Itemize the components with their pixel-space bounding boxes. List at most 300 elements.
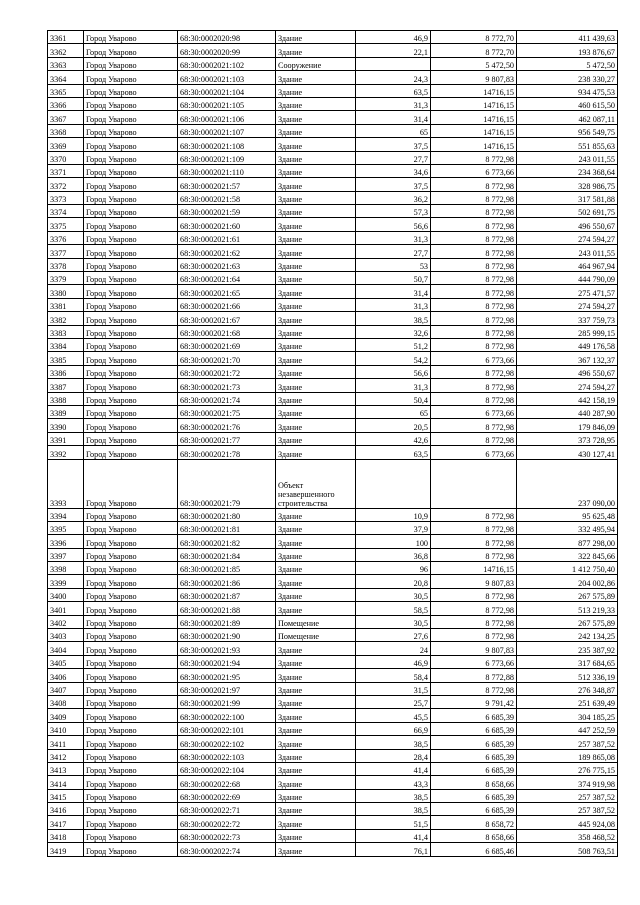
city-cell: Город Уварово [84, 352, 178, 365]
table-row [48, 379, 618, 392]
table-row [48, 325, 618, 338]
city-cell: Город Уварово [84, 151, 178, 164]
cadastral-number-cell: 68:30:0002021:78 [178, 446, 276, 459]
object-type-cell: Здание [276, 446, 356, 459]
row-number-cell: 3401 [48, 602, 84, 615]
total-cost-cell: 237 090,00 [517, 459, 618, 508]
city-cell: Город Уварово [84, 258, 178, 271]
object-type-cell: Здание [276, 508, 356, 521]
city-cell: Город Уварово [84, 84, 178, 97]
total-cost-cell: 267 575,89 [517, 588, 618, 601]
cadastral-number-cell: 68:30:0002021:105 [178, 97, 276, 110]
object-type-cell: Здание [276, 218, 356, 231]
table-row [48, 789, 618, 802]
total-cost-cell: 304 185,25 [517, 709, 618, 722]
area-cell: 30,5 [356, 615, 431, 628]
unit-cost-cell: 14716,15 [431, 97, 517, 110]
table-row [48, 365, 618, 378]
area-cell: 57,3 [356, 205, 431, 218]
object-type-cell: Здание [276, 138, 356, 151]
table-row [48, 722, 618, 735]
row-number-cell: 3407 [48, 682, 84, 695]
area-cell: 34,6 [356, 164, 431, 177]
row-number-cell: 3413 [48, 762, 84, 775]
unit-cost-cell: 8 772,98 [431, 602, 517, 615]
row-number-cell: 3381 [48, 298, 84, 311]
table-row [48, 562, 618, 575]
city-cell: Город Уварово [84, 816, 178, 829]
city-cell: Город Уварово [84, 736, 178, 749]
row-number-cell: 3418 [48, 829, 84, 842]
unit-cost-cell: 8 772,98 [431, 245, 517, 258]
row-number-cell: 3412 [48, 749, 84, 762]
area-cell: 63,5 [356, 84, 431, 97]
total-cost-cell: 193 876,67 [517, 44, 618, 57]
cadastral-number-cell: 68:30:0002021:103 [178, 71, 276, 84]
total-cost-cell: 442 158,19 [517, 392, 618, 405]
object-type-cell: Здание [276, 245, 356, 258]
total-cost-cell: 447 252,59 [517, 722, 618, 735]
unit-cost-cell: 8 772,98 [431, 258, 517, 271]
total-cost-cell: 464 967,94 [517, 258, 618, 271]
city-cell: Город Уварово [84, 205, 178, 218]
cadastral-number-cell: 68:30:0002021:95 [178, 669, 276, 682]
row-number-cell: 3409 [48, 709, 84, 722]
table-row [48, 31, 618, 44]
unit-cost-cell: 14716,15 [431, 111, 517, 124]
area-cell: 56,6 [356, 218, 431, 231]
table-row [48, 602, 618, 615]
object-type-cell: Здание [276, 164, 356, 177]
total-cost-cell: 462 087,11 [517, 111, 618, 124]
object-type-cell: Здание [276, 535, 356, 548]
object-type-cell: Здание [276, 749, 356, 762]
unit-cost-cell: 8 658,66 [431, 776, 517, 789]
table-row [48, 459, 618, 508]
city-cell: Город Уварово [84, 97, 178, 110]
city-cell: Город Уварово [84, 298, 178, 311]
unit-cost-cell: 6 773,66 [431, 446, 517, 459]
object-type-cell: Здание [276, 789, 356, 802]
total-cost-cell: 238 330,27 [517, 71, 618, 84]
object-type-cell: Помещение [276, 629, 356, 642]
total-cost-cell: 276 348,87 [517, 682, 618, 695]
cadastral-number-cell: 68:30:0002021:86 [178, 575, 276, 588]
table-row [48, 695, 618, 708]
cadastral-number-cell: 68:30:0002022:74 [178, 843, 276, 856]
row-number-cell: 3371 [48, 164, 84, 177]
area-cell [356, 459, 431, 508]
area-cell: 46,9 [356, 655, 431, 668]
object-type-cell: Здание [276, 352, 356, 365]
table-row [48, 803, 618, 816]
total-cost-cell: 234 368,64 [517, 164, 618, 177]
area-cell: 27,6 [356, 629, 431, 642]
object-type-cell: Здание [276, 338, 356, 351]
row-number-cell: 3372 [48, 178, 84, 191]
city-cell: Город Уварово [84, 669, 178, 682]
area-cell: 53 [356, 258, 431, 271]
table-row [48, 57, 618, 70]
cadastral-number-cell: 68:30:0002021:87 [178, 588, 276, 601]
row-number-cell: 3362 [48, 44, 84, 57]
city-cell: Город Уварово [84, 111, 178, 124]
area-cell: 100 [356, 535, 431, 548]
cadastral-number-cell: 68:30:0002021:84 [178, 548, 276, 561]
total-cost-cell: 322 845,66 [517, 548, 618, 561]
cadastral-number-cell: 68:30:0002021:58 [178, 191, 276, 204]
table-row [48, 97, 618, 110]
unit-cost-cell: 8 772,98 [431, 392, 517, 405]
cadastral-number-cell: 68:30:0002021:74 [178, 392, 276, 405]
total-cost-cell: 274 594,27 [517, 231, 618, 244]
area-cell: 37,9 [356, 521, 431, 534]
city-cell: Город Уварово [84, 312, 178, 325]
table-row [48, 521, 618, 534]
object-type-cell: Здание [276, 432, 356, 445]
table-row [48, 124, 618, 137]
table-row [48, 548, 618, 561]
table-row [48, 682, 618, 695]
cadastral-number-cell: 68:30:0002020:98 [178, 31, 276, 44]
city-cell: Город Уварово [84, 629, 178, 642]
total-cost-cell: 275 471,57 [517, 285, 618, 298]
table-row [48, 432, 618, 445]
city-cell: Город Уварово [84, 57, 178, 70]
table-row [48, 762, 618, 775]
city-cell: Город Уварово [84, 588, 178, 601]
table-row [48, 669, 618, 682]
area-cell: 25,7 [356, 695, 431, 708]
area-cell: 10,9 [356, 508, 431, 521]
row-number-cell: 3392 [48, 446, 84, 459]
city-cell: Город Уварово [84, 405, 178, 418]
city-cell: Город Уварово [84, 231, 178, 244]
area-cell: 31,4 [356, 111, 431, 124]
object-type-cell: Здание [276, 655, 356, 668]
unit-cost-cell: 8 658,72 [431, 816, 517, 829]
area-cell: 31,3 [356, 231, 431, 244]
unit-cost-cell: 8 772,98 [431, 548, 517, 561]
row-number-cell: 3383 [48, 325, 84, 338]
table-row [48, 298, 618, 311]
table-row [48, 615, 618, 628]
row-number-cell: 3396 [48, 535, 84, 548]
object-type-cell: Здание [276, 325, 356, 338]
cadastral-number-cell: 68:30:0002021:67 [178, 312, 276, 325]
object-type-cell: Здание [276, 365, 356, 378]
total-cost-cell: 367 132,37 [517, 352, 618, 365]
row-number-cell: 3379 [48, 272, 84, 285]
unit-cost-cell: 6 773,66 [431, 352, 517, 365]
object-type-cell: Здание [276, 231, 356, 244]
table-row [48, 736, 618, 749]
row-number-cell: 3395 [48, 521, 84, 534]
cadastral-number-cell: 68:30:0002021:80 [178, 508, 276, 521]
city-cell: Город Уварово [84, 392, 178, 405]
city-cell: Город Уварово [84, 191, 178, 204]
city-cell: Город Уварово [84, 602, 178, 615]
cadastral-number-cell: 68:30:0002022:71 [178, 803, 276, 816]
unit-cost-cell: 8 772,98 [431, 432, 517, 445]
total-cost-cell: 513 219,33 [517, 602, 618, 615]
area-cell: 46,9 [356, 31, 431, 44]
city-cell: Город Уварово [84, 562, 178, 575]
cadastral-number-cell: 68:30:0002021:72 [178, 365, 276, 378]
table-row [48, 205, 618, 218]
object-type-cell: Помещение [276, 615, 356, 628]
total-cost-cell: 267 575,89 [517, 615, 618, 628]
object-type-cell: Здание [276, 71, 356, 84]
object-type-cell: Здание [276, 419, 356, 432]
area-cell: 38,5 [356, 803, 431, 816]
total-cost-cell: 373 728,95 [517, 432, 618, 445]
cadastral-number-cell: 68:30:0002021:64 [178, 272, 276, 285]
unit-cost-cell: 8 658,66 [431, 829, 517, 842]
unit-cost-cell: 14716,15 [431, 84, 517, 97]
area-cell: 31,3 [356, 298, 431, 311]
unit-cost-cell: 14716,15 [431, 138, 517, 151]
unit-cost-cell: 8 772,98 [431, 151, 517, 164]
table-row [48, 816, 618, 829]
cadastral-number-cell: 68:30:0002021:110 [178, 164, 276, 177]
total-cost-cell: 449 176,58 [517, 338, 618, 351]
unit-cost-cell: 6 685,46 [431, 843, 517, 856]
total-cost-cell: 496 550,67 [517, 218, 618, 231]
object-type-cell: Здание [276, 803, 356, 816]
row-number-cell: 3387 [48, 379, 84, 392]
cadastral-number-cell: 68:30:0002021:104 [178, 84, 276, 97]
row-number-cell: 3377 [48, 245, 84, 258]
cadastral-number-cell: 68:30:0002022:68 [178, 776, 276, 789]
total-cost-cell: 512 336,19 [517, 669, 618, 682]
cadastral-number-cell: 68:30:0002021:107 [178, 124, 276, 137]
unit-cost-cell: 8 772,98 [431, 588, 517, 601]
unit-cost-cell: 8 772,98 [431, 191, 517, 204]
unit-cost-cell: 8 772,98 [431, 629, 517, 642]
area-cell: 50,7 [356, 272, 431, 285]
city-cell: Город Уварово [84, 843, 178, 856]
row-number-cell: 3388 [48, 392, 84, 405]
area-cell: 38,5 [356, 312, 431, 325]
city-cell: Город Уварово [84, 124, 178, 137]
object-type-cell: Сооружение [276, 57, 356, 70]
table-row [48, 642, 618, 655]
cadastral-number-cell: 68:30:0002020:99 [178, 44, 276, 57]
table-row [48, 245, 618, 258]
table-row [48, 829, 618, 842]
area-cell: 96 [356, 562, 431, 575]
total-cost-cell: 5 472,50 [517, 57, 618, 70]
cadastral-number-cell: 68:30:0002021:88 [178, 602, 276, 615]
area-cell: 31,3 [356, 379, 431, 392]
row-number-cell: 3365 [48, 84, 84, 97]
object-type-cell: Здание [276, 258, 356, 271]
unit-cost-cell: 6 685,39 [431, 736, 517, 749]
table-row [48, 231, 618, 244]
cadastral-number-cell: 68:30:0002022:100 [178, 709, 276, 722]
area-cell: 31,3 [356, 97, 431, 110]
table-row [48, 44, 618, 57]
unit-cost-cell: 6 773,66 [431, 655, 517, 668]
object-type-cell: Здание [276, 682, 356, 695]
cadastral-number-cell: 68:30:0002021:73 [178, 379, 276, 392]
total-cost-cell: 934 475,53 [517, 84, 618, 97]
city-cell: Город Уварово [84, 138, 178, 151]
unit-cost-cell: 6 685,39 [431, 722, 517, 735]
cadastral-number-cell: 68:30:0002021:63 [178, 258, 276, 271]
cadastral-number-cell: 68:30:0002021:97 [178, 682, 276, 695]
unit-cost-cell: 8 772,98 [431, 231, 517, 244]
object-type-cell: Здание [276, 762, 356, 775]
city-cell: Город Уварово [84, 655, 178, 668]
total-cost-cell: 440 287,90 [517, 405, 618, 418]
cadastral-number-cell: 68:30:0002021:69 [178, 338, 276, 351]
table-row [48, 71, 618, 84]
city-cell: Город Уварово [84, 789, 178, 802]
object-type-cell: Здание [276, 736, 356, 749]
city-cell: Город Уварово [84, 682, 178, 695]
row-number-cell: 3369 [48, 138, 84, 151]
area-cell: 58,5 [356, 602, 431, 615]
object-type-cell: Здание [276, 312, 356, 325]
cadastral-number-cell: 68:30:0002021:61 [178, 231, 276, 244]
cadastral-number-cell: 68:30:0002021:59 [178, 205, 276, 218]
cadastral-number-cell: 68:30:0002021:70 [178, 352, 276, 365]
city-cell: Город Уварово [84, 419, 178, 432]
area-cell: 31,5 [356, 682, 431, 695]
area-cell: 42,6 [356, 432, 431, 445]
area-cell: 43,3 [356, 776, 431, 789]
row-number-cell: 3404 [48, 642, 84, 655]
row-number-cell: 3402 [48, 615, 84, 628]
city-cell: Город Уварово [84, 508, 178, 521]
total-cost-cell: 179 846,09 [517, 419, 618, 432]
unit-cost-cell: 6 773,66 [431, 405, 517, 418]
cadastral-number-cell: 68:30:0002022:69 [178, 789, 276, 802]
area-cell: 54,2 [356, 352, 431, 365]
table-row [48, 164, 618, 177]
total-cost-cell: 251 639,49 [517, 695, 618, 708]
table-row [48, 709, 618, 722]
cadastral-number-cell: 68:30:0002022:101 [178, 722, 276, 735]
cadastral-number-cell: 68:30:0002021:102 [178, 57, 276, 70]
city-cell: Город Уварово [84, 642, 178, 655]
total-cost-cell: 337 759,73 [517, 312, 618, 325]
row-number-cell: 3367 [48, 111, 84, 124]
object-type-cell: Здание [276, 776, 356, 789]
table-row [48, 338, 618, 351]
city-cell: Город Уварово [84, 365, 178, 378]
row-number-cell: 3417 [48, 816, 84, 829]
object-type-cell: Здание [276, 829, 356, 842]
cadastral-number-cell: 68:30:0002021:79 [178, 459, 276, 508]
cadastral-number-cell: 68:30:0002022:104 [178, 762, 276, 775]
row-number-cell: 3389 [48, 405, 84, 418]
row-number-cell: 3416 [48, 803, 84, 816]
unit-cost-cell: 8 772,88 [431, 669, 517, 682]
table-row [48, 629, 618, 642]
area-cell: 51,2 [356, 338, 431, 351]
row-number-cell: 3415 [48, 789, 84, 802]
unit-cost-cell: 6 773,66 [431, 164, 517, 177]
row-number-cell: 3374 [48, 205, 84, 218]
unit-cost-cell: 8 772,98 [431, 298, 517, 311]
area-cell: 37,5 [356, 178, 431, 191]
unit-cost-cell: 8 772,98 [431, 205, 517, 218]
total-cost-cell: 242 134,25 [517, 629, 618, 642]
city-cell: Город Уварово [84, 446, 178, 459]
total-cost-cell: 374 919,98 [517, 776, 618, 789]
object-type-cell: Здание [276, 405, 356, 418]
table-row [48, 588, 618, 601]
row-number-cell: 3375 [48, 218, 84, 231]
city-cell: Город Уварово [84, 325, 178, 338]
row-number-cell: 3408 [48, 695, 84, 708]
unit-cost-cell: 8 772,98 [431, 365, 517, 378]
area-cell: 24 [356, 642, 431, 655]
row-number-cell: 3399 [48, 575, 84, 588]
total-cost-cell: 444 790,09 [517, 272, 618, 285]
unit-cost-cell: 14716,15 [431, 124, 517, 137]
unit-cost-cell: 8 772,98 [431, 218, 517, 231]
object-type-cell: Здание [276, 642, 356, 655]
table-row [48, 111, 618, 124]
table-row [48, 749, 618, 762]
table-row [48, 84, 618, 97]
total-cost-cell: 445 924,08 [517, 816, 618, 829]
unit-cost-cell: 8 772,98 [431, 325, 517, 338]
row-number-cell: 3366 [48, 97, 84, 110]
city-cell: Город Уварово [84, 695, 178, 708]
table-row [48, 178, 618, 191]
total-cost-cell: 317 684,65 [517, 655, 618, 668]
total-cost-cell: 332 495,94 [517, 521, 618, 534]
unit-cost-cell: 8 772,98 [431, 521, 517, 534]
row-number-cell: 3414 [48, 776, 84, 789]
object-type-cell: Здание [276, 695, 356, 708]
area-cell: 22,1 [356, 44, 431, 57]
object-type-cell: Здание [276, 722, 356, 735]
unit-cost-cell: 8 772,98 [431, 615, 517, 628]
area-cell: 65 [356, 405, 431, 418]
unit-cost-cell: 9 807,83 [431, 642, 517, 655]
object-type-cell: Здание [276, 191, 356, 204]
object-type-cell: Объект незавершенного строительства [276, 459, 356, 508]
cadastral-number-cell: 68:30:0002021:89 [178, 615, 276, 628]
city-cell: Город Уварово [84, 615, 178, 628]
row-number-cell: 3373 [48, 191, 84, 204]
cadastral-number-cell: 68:30:0002021:90 [178, 629, 276, 642]
cadastral-number-cell: 68:30:0002021:99 [178, 695, 276, 708]
table-row [48, 575, 618, 588]
table-row [48, 218, 618, 231]
cadastral-number-cell: 68:30:0002021:109 [178, 151, 276, 164]
area-cell: 51,5 [356, 816, 431, 829]
area-cell: 38,5 [356, 789, 431, 802]
unit-cost-cell: 8 772,98 [431, 419, 517, 432]
property-table [47, 30, 618, 857]
row-number-cell: 3376 [48, 231, 84, 244]
unit-cost-cell: 8 772,98 [431, 682, 517, 695]
table-row [48, 843, 618, 856]
object-type-cell: Здание [276, 44, 356, 57]
city-cell: Город Уварово [84, 829, 178, 842]
cadastral-number-cell: 68:30:0002021:57 [178, 178, 276, 191]
table-row [48, 776, 618, 789]
total-cost-cell: 204 002,86 [517, 575, 618, 588]
object-type-cell: Здание [276, 575, 356, 588]
